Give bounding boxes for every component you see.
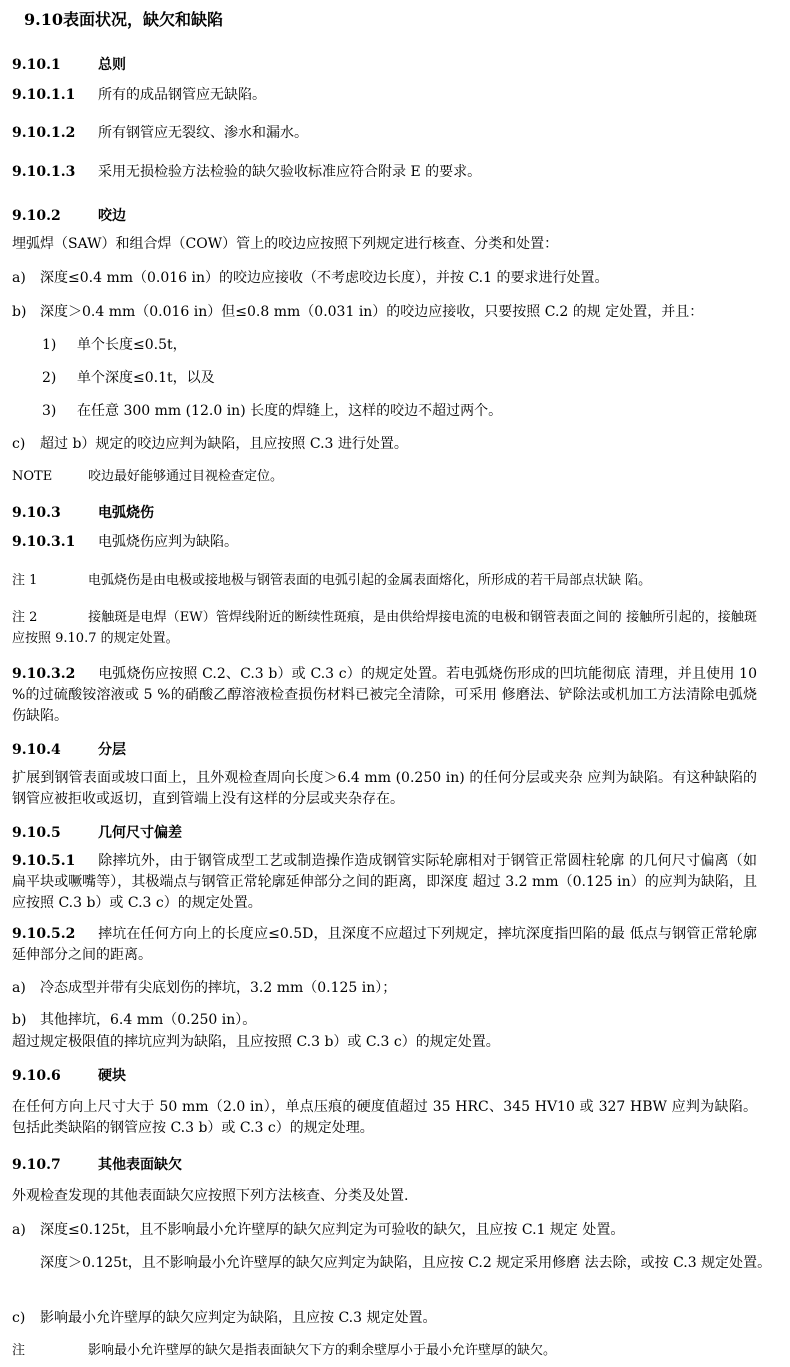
heading-9-10-6 xyxy=(12,1066,757,1087)
sublist-item-2 xyxy=(12,368,787,389)
heading-text: 硬块 xyxy=(98,1068,126,1084)
list-text: 深度＞0.125t，且不影响最小允许壁厚的缺欠应判定为缺陷，且应按 C.2 规定采用修磨 法去除，或按 C.3 规定处置。 xyxy=(40,1255,772,1271)
heading-9-10-7 xyxy=(12,1155,757,1176)
clause-number: 9.10.3.2 xyxy=(12,666,76,682)
note xyxy=(12,1340,757,1361)
note-label: 注 2 xyxy=(12,610,38,625)
clause-text: 电弧烧伤应判为缺陷。 xyxy=(98,534,238,550)
clause-number: 9.10.5.1 xyxy=(12,853,76,869)
heading-9-10-2 xyxy=(12,206,757,227)
clause-number: 9.10.1.2 xyxy=(12,125,76,141)
paragraph-dent-limit: 超过规定极限值的摔坑应判为缺陷，且应按照 C.3 b）或 C.3 c）的规定处置。 xyxy=(12,1034,500,1050)
clause-text: 摔坑在任何方向上的长度应≤0.5D，且深度不应超过下列规定，摔坑深度指凹陷的最 低点与钢管正常轮廓延伸部分之间的距离。 xyxy=(12,926,757,963)
heading-number: 9.10.5 xyxy=(12,825,61,841)
list-item-b xyxy=(12,302,757,323)
list-label: c) xyxy=(12,436,26,452)
clause-9-10-3-1 xyxy=(12,532,757,553)
note-text: 电弧烧伤是由电极或接地极与钢管表面的电弧引起的金属表面熔化，所形成的若干局部点状缺 陷。 xyxy=(88,573,652,588)
list-label: 1) xyxy=(42,337,57,353)
clause-text: 除摔坑外，由于钢管成型工艺或制造操作造成钢管实际轮廓相对于钢管正常圆柱轮廓 的几何尺寸偏离（如扁平块或噘嘴等），其极端点与钢管正常轮廓延伸部分之间的距离，即深度 超过 3.2 mm（0.125 in）的应判为缺陷，且应按照 C.3 b）或 C.3 c）的规定处置。 xyxy=(12,853,757,911)
list-item-a xyxy=(12,268,757,289)
clause-text: 所有钢管应无裂纹、渗水和漏水。 xyxy=(98,125,308,141)
list-text: 深度≤0.125t，且不影响最小允许壁厚的缺欠应判定为可验收的缺欠，且应按 C.1 规定 处置。 xyxy=(40,1222,625,1238)
heading-text: 咬边 xyxy=(98,208,126,224)
list-text: 深度≤0.4 mm（0.016 in）的咬边应接收（不考虑咬边长度），并按 C.1 的要求进行处置。 xyxy=(40,270,609,286)
list-label: 2) xyxy=(42,370,57,386)
list-text: 影响最小允许壁厚的缺欠应判定为缺陷，且应按 C.3 规定处置。 xyxy=(40,1310,437,1326)
clause-text: 所有的成品钢管应无缺陷。 xyxy=(98,87,266,103)
heading-text: 电弧烧伤 xyxy=(98,505,154,521)
list-label xyxy=(12,1253,40,1274)
list-text: 其他摔坑，6.4 mm（0.250 in）。 xyxy=(40,1012,257,1028)
list-item-a xyxy=(12,978,757,999)
paragraph-lamination: 扩展到钢管表面或坡口面上，且外观检查周向长度＞6.4 mm (0.250 in) 的任何分层或夹杂 应判为缺陷。有这种缺陷的钢管应被拒收或返切，直到管端上没有这样的分层或夹杂存在。 xyxy=(12,770,757,807)
note-2 xyxy=(12,607,757,649)
note-1 xyxy=(12,570,757,591)
heading-9-10-1 xyxy=(12,55,757,76)
list-text: 超过 b）规定的咬边应判为缺陷，且应按照 C.3 进行处置。 xyxy=(40,436,408,452)
note-label: NOTE xyxy=(12,469,53,484)
list-item-b xyxy=(12,1253,785,1274)
sublist-item-3 xyxy=(12,401,787,422)
list-label: a) xyxy=(12,270,26,286)
heading-number: 9.10.3 xyxy=(12,505,61,521)
clause-number: 9.10.5.2 xyxy=(12,926,76,942)
note-text: 咬边最好能够通过目视检查定位。 xyxy=(88,469,284,484)
clause-text: 电弧烧伤应按照 C.2、C.3 b）或 C.3 c）的规定处置。若电弧烧伤形成的凹坑能彻底 清理，并且使用 10 %的过硫酸铵溶液或 5 %的硝酸乙醇溶液检查损伤材料已被完全清除，可采用 修磨法、铲除法或机加工方法清除电弧烧伤缺陷。 xyxy=(12,666,757,724)
list-label: c) xyxy=(12,1310,26,1326)
list-item-a xyxy=(12,1220,757,1241)
clause-9-10-5-2 xyxy=(12,924,757,966)
list-label: a) xyxy=(12,1222,26,1238)
paragraph-hard-spot: 在任何方向上尺寸大于 50 mm（2.0 in），单点压痕的硬度值超过 35 HRC、345 HV10 或 327 HBW 应判为缺陷。包括此类缺陷的钢管应按 C.3 b）或 C.3 c）的规定处理。 xyxy=(12,1099,757,1136)
heading-number: 9.10.1 xyxy=(12,57,61,73)
list-label: b) xyxy=(12,304,27,320)
list-text: 单个深度≤0.1t，以及 xyxy=(77,370,215,386)
list-text: 冷态成型并带有尖底划伤的摔坑，3.2 mm（0.125 in）； xyxy=(40,980,397,996)
list-text: 在任意 300 mm (12.0 in) 长度的焊缝上，这样的咬边不超过两个。 xyxy=(77,403,503,419)
clause-9-10-1-2 xyxy=(12,123,757,144)
heading-9-10-4 xyxy=(12,740,757,761)
heading-text: 其他表面缺欠 xyxy=(98,1157,182,1173)
list-label: a) xyxy=(12,980,26,996)
note xyxy=(12,466,757,487)
heading-number: 9.10.7 xyxy=(12,1157,61,1173)
list-label: 3) xyxy=(42,403,57,419)
note-label: 注 1 xyxy=(12,573,38,588)
heading-9-10-3 xyxy=(12,503,757,524)
heading-number: 9.10.6 xyxy=(12,1068,61,1084)
note-text: 接触斑是电焊（EW）管焊线附近的断续性斑痕，是由供给焊接电流的电极和钢管表面之间的 接触所引起的，接触斑应按照 9.10.7 的规定处置。 xyxy=(12,610,757,646)
heading-text: 几何尺寸偏差 xyxy=(98,825,182,841)
list-label: b) xyxy=(12,1012,27,1028)
clause-9-10-1-1 xyxy=(12,85,757,106)
list-item-b xyxy=(12,1010,757,1031)
clause-text: 采用无损检验方法检验的缺欠验收标准应符合附录 E 的要求。 xyxy=(98,164,482,180)
clause-number: 9.10.1.3 xyxy=(12,164,76,180)
heading-9-10-5 xyxy=(12,823,757,844)
heading-text: 分层 xyxy=(98,742,126,758)
paragraph-other-intro: 外观检查发现的其他表面缺欠应按照下列方法核查、分类及处置. xyxy=(12,1188,409,1204)
clause-number: 9.10.1.1 xyxy=(12,87,76,103)
paragraph-undercut-intro: 埋弧焊（SAW）和组合焊（COW）管上的咬边应按照下列规定进行核查、分类和处置： xyxy=(12,236,559,252)
list-item-c xyxy=(12,1308,757,1329)
note-text: 影响最小允许壁厚的缺欠是指表面缺欠下方的剩余壁厚小于最小允许壁厚的缺欠。 xyxy=(88,1343,557,1358)
clause-9-10-1-3 xyxy=(12,162,757,183)
section-title: 9.10表面状况，缺欠和缺陷 xyxy=(24,10,223,29)
clause-number: 9.10.3.1 xyxy=(12,534,76,550)
list-text: 单个长度≤0.5t， xyxy=(77,337,187,353)
note-label: 注 xyxy=(12,1343,26,1358)
clause-9-10-5-1 xyxy=(12,851,757,914)
list-text: 深度＞0.4 mm（0.016 in）但≤0.8 mm（0.031 in）的咬边应接收，只要按照 C.2 的规 定处置，并且： xyxy=(40,304,704,320)
heading-text: 总则 xyxy=(98,57,126,73)
heading-number: 9.10.4 xyxy=(12,742,61,758)
list-item-c xyxy=(12,434,757,455)
clause-9-10-3-2 xyxy=(12,664,757,727)
sublist-item-1 xyxy=(12,335,787,356)
heading-number: 9.10.2 xyxy=(12,208,61,224)
